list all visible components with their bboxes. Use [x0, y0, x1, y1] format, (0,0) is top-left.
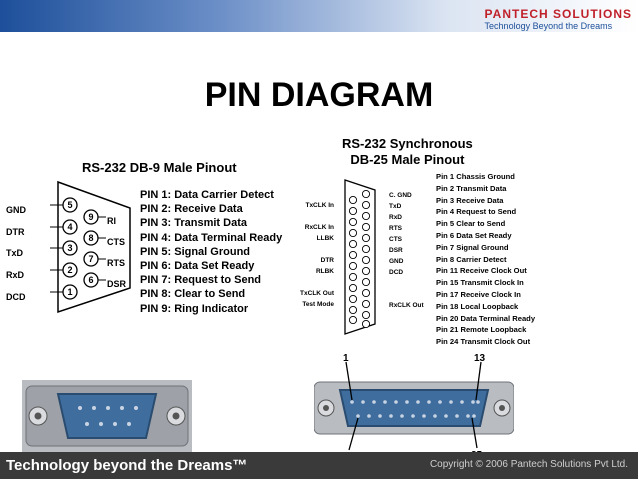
db9-left-label: TxD: [6, 248, 24, 259]
db25-pin-item: Pin 15 Transmit Clock In: [436, 278, 524, 288]
db25-pin-item: Pin 8 Carrier Detect: [436, 254, 507, 264]
db25-left-label: DTR: [320, 257, 334, 264]
db9-pin-num: 3: [67, 243, 73, 253]
db25-left-label: TxCLK Out: [300, 290, 334, 297]
db9-pin-item: PIN 6: Data Set Ready: [140, 260, 255, 273]
db9-left-label: DCD: [6, 291, 26, 302]
db9-right-label: CTS: [107, 237, 125, 247]
db25-photo-label-pin1: 1: [343, 353, 349, 364]
db9-pin-item: PIN 8: Clear to Send: [140, 288, 246, 301]
db9-pin-num: 7: [88, 254, 94, 264]
db25-pin-item: Pin 5 Clear to Send: [436, 219, 506, 229]
db9-left-label: RxD: [6, 270, 25, 281]
db9-pin-num: 6: [88, 275, 94, 285]
logo-tagline: Technology Beyond the Dreams: [484, 21, 613, 31]
db25-right-label: GND: [389, 258, 404, 265]
db9-pin-item: PIN 2: Receive Data: [140, 203, 243, 216]
db25-pinout-diagram: [335, 178, 385, 336]
db25-left-label: RxCLK In: [304, 224, 334, 231]
db9-pin-item: PIN 5: Signal Ground: [140, 245, 251, 258]
db25-left-label: TxCLK In: [305, 202, 334, 209]
db9-left-label: DTR: [6, 226, 25, 237]
db25-heading-line2: DB-25 Male Pinout: [350, 152, 465, 167]
db9-pin-num: 2: [67, 265, 73, 275]
db25-pin-item: Pin 17 Receive Clock In: [436, 289, 521, 299]
db9-pin-item: PIN 4: Data Terminal Ready: [140, 231, 283, 244]
logo-text: PANTECH SOLUTIONS: [484, 7, 632, 21]
db25-right-label: RxCLK Out: [389, 302, 424, 309]
db9-pin-item: PIN 9: Ring Indicator: [140, 302, 249, 315]
db25-pin-item: Pin 1 Chassis Ground: [436, 172, 515, 181]
db25-pin-item: Pin 24 Transmit Clock Out: [436, 337, 531, 347]
db9-connector-photo: [22, 380, 192, 452]
db25-pin-item: Pin 20 Data Terminal Ready: [436, 313, 536, 323]
db9-pin-list: [140, 188, 282, 316]
db25-right-label: TxD: [389, 203, 402, 210]
db25-right-label: RTS: [389, 225, 402, 232]
db25-heading-line1: RS-232 Synchronous: [342, 136, 473, 151]
db25-right-label: C. GND: [389, 192, 412, 199]
footer-copyright: Copyright © 2006 Pantech Solutions Pvt Ltd.: [429, 459, 628, 470]
db25-right-label: CTS: [389, 236, 402, 243]
db25-pin-item: Pin 4 Request to Send: [436, 207, 517, 217]
company-logo: [485, 7, 632, 31]
db9-pin-num: 8: [88, 233, 94, 243]
db25-pin-item: Pin 7 Signal Ground: [436, 242, 509, 252]
db9-pin-num: 1: [67, 287, 73, 297]
db25-left-label: LLBK: [316, 235, 334, 242]
db9-pin-item: PIN 7: Request to Send: [140, 274, 262, 287]
footer-bar: [0, 452, 638, 479]
db25-right-label: RxD: [389, 214, 403, 221]
db25-pin-item: Pin 2 Transmit Data: [436, 183, 507, 193]
db25-pin-item: Pin 11 Receive Clock Out: [436, 266, 527, 276]
db9-left-label: GND: [6, 205, 26, 215]
db9-pin-item: PIN 1: Data Carrier Detect: [140, 189, 274, 201]
db25-pin-item: Pin 3 Receive Data: [436, 195, 504, 205]
db25-pin-list: [436, 171, 535, 348]
db9-right-label: RI: [107, 216, 116, 226]
db25-photo-label-pin13: 13: [474, 353, 486, 364]
db9-pin-item: PIN 3: Transmit Data: [140, 217, 247, 230]
db9-pin-num: 4: [67, 222, 73, 232]
db25-pin-item: Pin 6 Data Set Ready: [436, 230, 512, 240]
db25-connector-photo: [314, 350, 514, 462]
db25-pin-item: Pin 18 Local Loopback: [436, 301, 519, 311]
db25-left-label: Test Mode: [302, 301, 334, 308]
db25-right-label: DCD: [389, 269, 404, 276]
db9-pin-num: 5: [67, 200, 73, 210]
db25-right-label: DSR: [389, 247, 403, 254]
db25-left-label: RLBK: [315, 268, 334, 275]
db9-right-label: DSR: [107, 279, 127, 289]
db9-heading: RS-232 DB-9 Male Pinout: [82, 160, 237, 175]
db9-pin-num: 9: [88, 212, 94, 222]
footer-tagline: Technology beyond the Dreams™: [6, 457, 248, 474]
slide-title: PIN DIAGRAM: [204, 76, 434, 114]
db25-heading: [342, 136, 473, 168]
db9-right-label: RTS: [107, 258, 125, 268]
db25-pin-item: Pin 21 Remote Loopback: [436, 325, 527, 335]
